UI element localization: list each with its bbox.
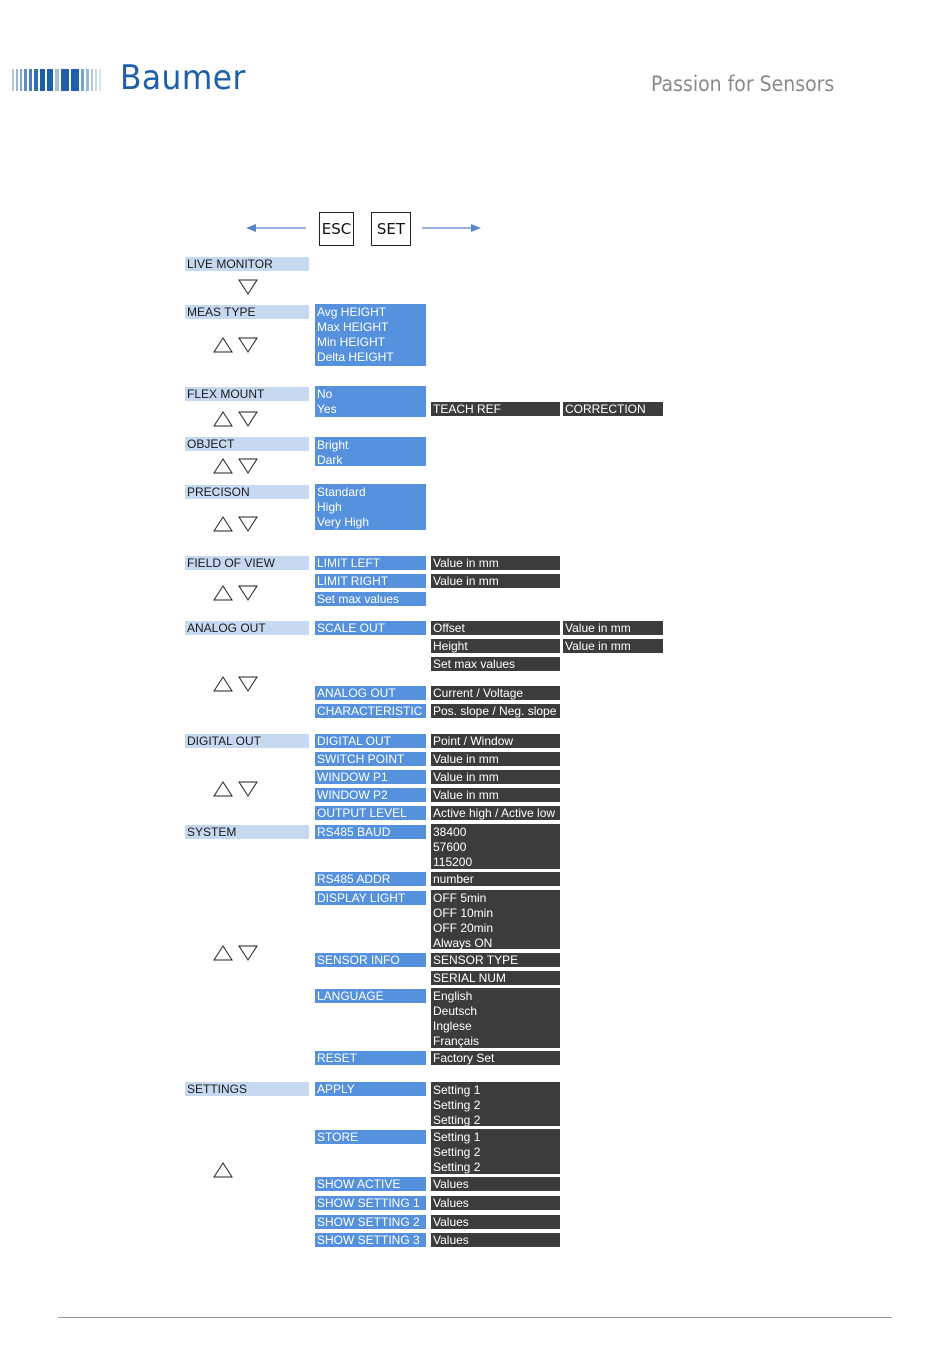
show-active-value[interactable]: Values [431, 1177, 560, 1191]
down-triangle-icon [237, 457, 259, 475]
value-item[interactable]: 38400 [433, 825, 467, 839]
value-item[interactable]: OFF 5min [433, 891, 487, 905]
value-item[interactable]: Setting 2 [433, 1098, 481, 1112]
rs485-addr[interactable]: RS485 ADDR [315, 872, 426, 886]
show-setting-1-value[interactable]: Values [431, 1196, 560, 1210]
language[interactable]: LANGUAGE [315, 989, 426, 1003]
show-setting-2[interactable]: SHOW SETTING 2 [315, 1215, 426, 1229]
serial-num[interactable]: SERIAL NUM [431, 971, 560, 985]
right-arrow-icon [420, 221, 484, 235]
menu-digital-out[interactable]: DIGITAL OUT [185, 734, 309, 748]
menu-meas-type[interactable]: MEAS TYPE [185, 305, 309, 319]
up-triangle-icon [212, 457, 234, 475]
option-item[interactable]: Avg HEIGHT [317, 305, 387, 319]
menu-object[interactable]: OBJECT [185, 437, 309, 451]
option-item[interactable]: Max HEIGHT [317, 320, 389, 334]
switch-point-value[interactable]: Value in mm [431, 752, 560, 766]
option-item[interactable]: Yes [317, 402, 337, 416]
up-triangle-icon [212, 780, 234, 798]
value-item[interactable]: English [433, 989, 473, 1003]
sensor-type[interactable]: SENSOR TYPE [431, 953, 560, 967]
baumer-logo-icon [10, 65, 105, 95]
menu-field-of-view[interactable]: FIELD OF VIEW [185, 556, 309, 570]
menu-live-monitor[interactable]: LIVE MONITOR [185, 257, 309, 271]
window-p2[interactable]: WINDOW P2 [315, 788, 426, 802]
option-item[interactable]: Very High [317, 515, 370, 529]
characteristic[interactable]: CHARACTERISTIC [315, 704, 426, 718]
display-light[interactable]: DISPLAY LIGHT [315, 891, 426, 905]
set-key[interactable]: SET [371, 212, 411, 246]
down-triangle-icon [237, 515, 259, 533]
window-p2-value[interactable]: Value in mm [431, 788, 560, 802]
flex-mount-options [315, 386, 426, 417]
show-setting-3-value[interactable]: Values [431, 1233, 560, 1247]
up-triangle-icon [212, 675, 234, 693]
scale-out[interactable]: SCALE OUT [315, 621, 426, 635]
value-item[interactable]: Setting 1 [433, 1083, 481, 1097]
window-p1-value[interactable]: Value in mm [431, 770, 560, 784]
down-triangle-icon [237, 944, 259, 962]
output-level-value[interactable]: Active high / Active low [431, 806, 560, 820]
correction[interactable]: CORRECTION [563, 402, 663, 416]
digital-out-value[interactable]: Point / Window [431, 734, 560, 748]
switch-point[interactable]: SWITCH POINT [315, 752, 426, 766]
down-triangle-icon [237, 410, 259, 428]
down-triangle-icon [237, 780, 259, 798]
value-item[interactable]: OFF 10min [433, 906, 494, 920]
menu-analog-out[interactable]: ANALOG OUT [185, 621, 309, 635]
value-item[interactable]: 57600 [433, 840, 467, 854]
height-value[interactable]: Value in mm [563, 639, 663, 653]
up-triangle-icon [212, 515, 234, 533]
precision-options [315, 484, 426, 530]
up-triangle-icon [212, 1161, 234, 1179]
sensor-info[interactable]: SENSOR INFO [315, 953, 426, 967]
brand-name: Baumer [120, 58, 246, 98]
up-triangle-icon [212, 584, 234, 602]
menu-flex-mount[interactable]: FLEX MOUNT [185, 387, 309, 401]
light-values [431, 890, 560, 949]
down-triangle-icon [237, 675, 259, 693]
value-item[interactable]: Setting 2 [433, 1113, 481, 1127]
limit-right[interactable]: LIMIT RIGHT [315, 574, 426, 588]
value-item[interactable]: OFF 20min [433, 921, 494, 935]
option-item[interactable]: Bright [317, 438, 349, 452]
analog-out-option[interactable]: ANALOG OUT [315, 686, 426, 700]
value-item[interactable]: Français [433, 1034, 480, 1048]
store-values [431, 1129, 560, 1174]
esc-key[interactable]: ESC [319, 212, 354, 246]
footer-divider [58, 1317, 892, 1318]
show-setting-3[interactable]: SHOW SETTING 3 [315, 1233, 426, 1247]
down-triangle-icon [237, 278, 259, 296]
left-arrow-icon [244, 221, 308, 235]
reset-value[interactable]: Factory Set [431, 1051, 560, 1065]
set-max-values[interactable]: Set max values [431, 657, 560, 671]
down-triangle-icon [237, 336, 259, 354]
show-active[interactable]: SHOW ACTIVE [315, 1177, 426, 1191]
menu-system[interactable]: SYSTEM [185, 825, 309, 839]
up-triangle-icon [212, 336, 234, 354]
option-item[interactable]: Delta HEIGHT [317, 350, 394, 364]
limit-left[interactable]: LIMIT LEFT [315, 556, 426, 570]
output-level[interactable]: OUTPUT LEVEL [315, 806, 426, 820]
value-item[interactable]: Deutsch [433, 1004, 478, 1018]
tagline: Passion for Sensors [651, 72, 835, 96]
menu-settings[interactable]: SETTINGS [185, 1082, 309, 1096]
window-p1[interactable]: WINDOW P1 [315, 770, 426, 784]
up-triangle-icon [212, 944, 234, 962]
value-item[interactable]: Setting 1 [433, 1130, 481, 1144]
rs485-addr-value[interactable]: number [431, 872, 560, 886]
reset[interactable]: RESET [315, 1051, 426, 1065]
baud-values [431, 824, 560, 869]
store[interactable]: STORE [315, 1130, 426, 1144]
value-item[interactable]: 115200 [433, 855, 473, 869]
height[interactable]: Height [431, 639, 560, 653]
value-item[interactable]: Setting 2 [433, 1160, 481, 1174]
characteristic-value[interactable]: Pos. slope / Neg. slope [431, 704, 560, 718]
limit-left-value[interactable]: Value in mm [431, 556, 560, 570]
value-item[interactable]: Always ON [433, 936, 493, 950]
down-triangle-icon [237, 584, 259, 602]
meas-type-options [315, 304, 426, 366]
show-setting-1[interactable]: SHOW SETTING 1 [315, 1196, 426, 1210]
option-item[interactable]: Dark [317, 453, 343, 467]
limit-right-value[interactable]: Value in mm [431, 574, 560, 588]
teach-ref[interactable]: TEACH REF [431, 402, 560, 416]
option-item[interactable]: Standard [317, 485, 366, 499]
option-item[interactable]: No [317, 387, 333, 401]
up-triangle-icon [212, 410, 234, 428]
object-options [315, 437, 426, 466]
set-max-values[interactable]: Set max values [315, 592, 426, 606]
value-item[interactable]: Inglese [433, 1019, 472, 1033]
value-item[interactable]: Setting 2 [433, 1145, 481, 1159]
menu-precision[interactable]: PRECISON [185, 485, 309, 499]
offset-value[interactable]: Value in mm [563, 621, 663, 635]
show-setting-2-value[interactable]: Values [431, 1215, 560, 1229]
option-item[interactable]: Min HEIGHT [317, 335, 386, 349]
digital-out-option[interactable]: DIGITAL OUT [315, 734, 426, 748]
offset[interactable]: Offset [431, 621, 560, 635]
language-values [431, 988, 560, 1048]
analog-out-value[interactable]: Current / Voltage [431, 686, 560, 700]
option-item[interactable]: High [317, 500, 342, 514]
apply[interactable]: APPLY [315, 1082, 426, 1096]
rs485-baud[interactable]: RS485 BAUD [315, 825, 426, 839]
apply-values [431, 1082, 560, 1126]
